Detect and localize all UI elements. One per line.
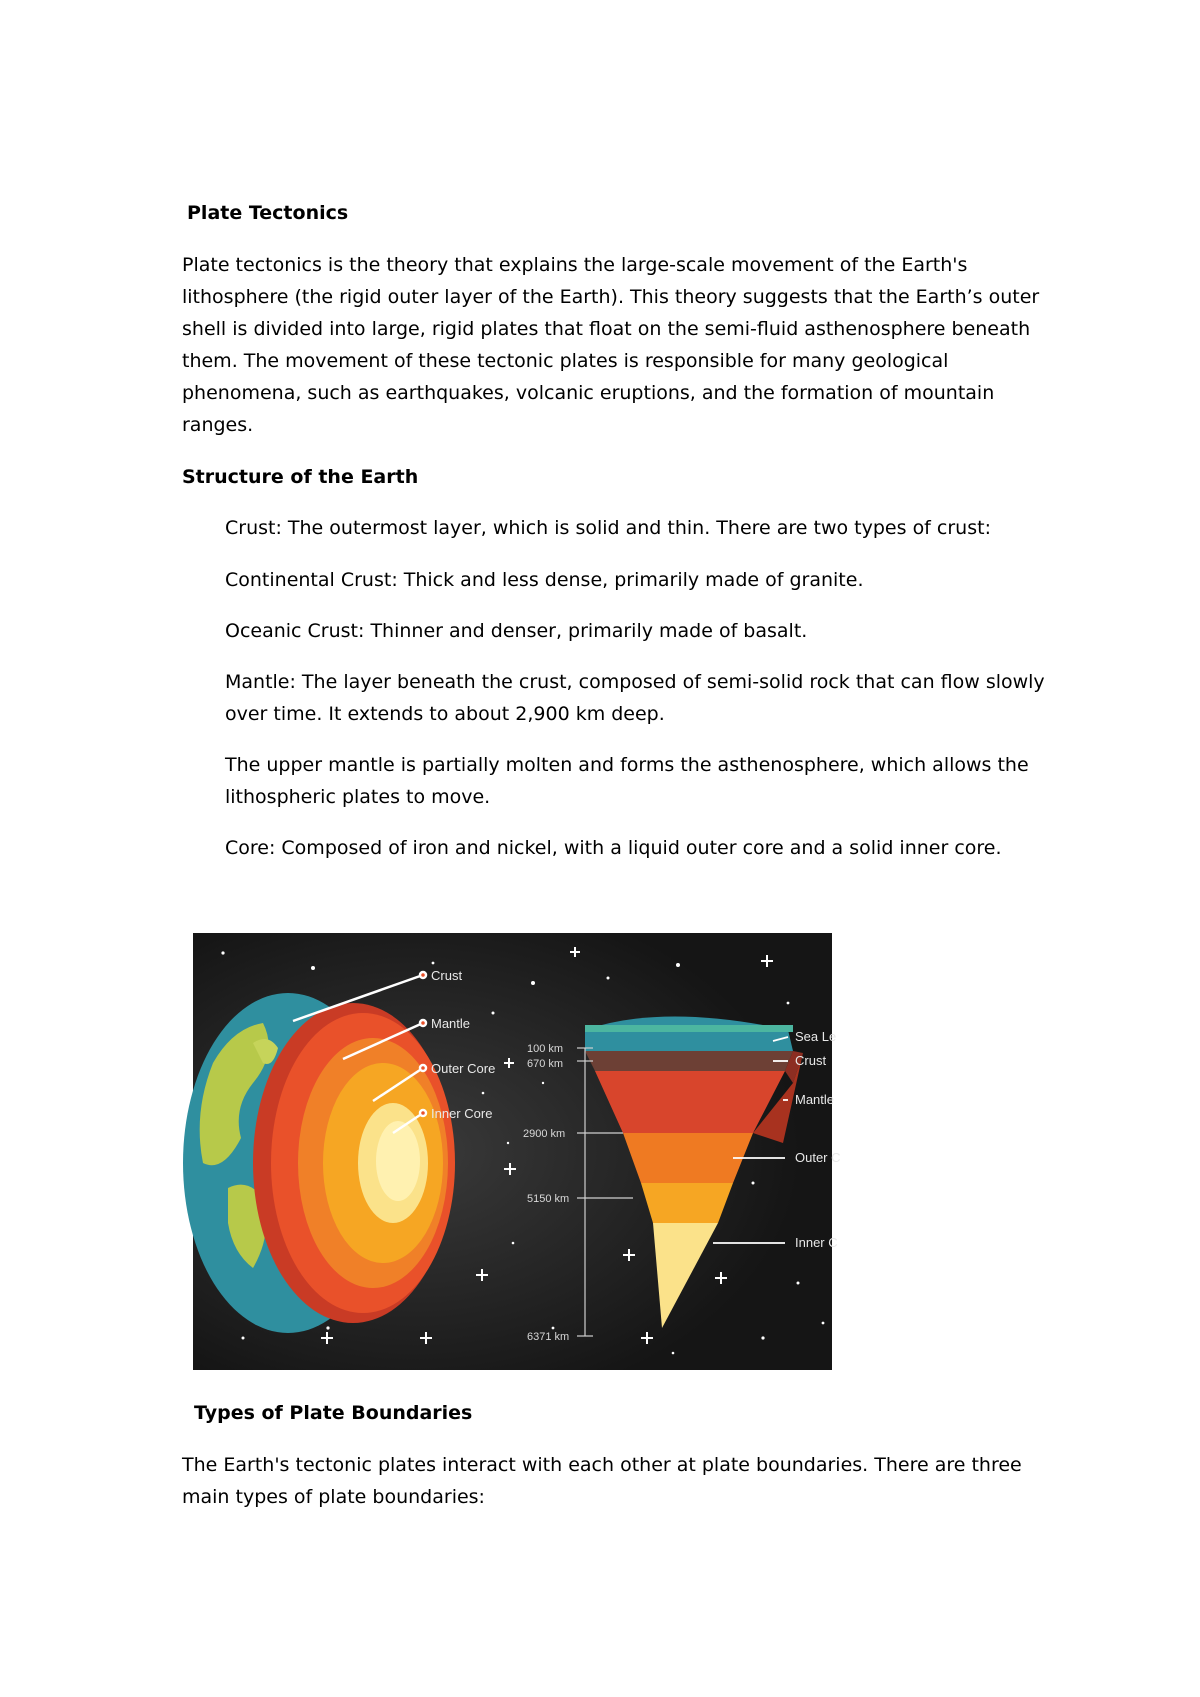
label-wedge-crust: Crust [795, 1053, 827, 1068]
upper-mantle-item-line-1: The upper mantle is partially molten and forms the asthenosphere, which allows the [225, 754, 1029, 776]
label-wedge-inner-core: Inner C [795, 1235, 838, 1250]
label-outer-core: Outer Core [431, 1061, 496, 1076]
crust-item: Crust: The outermost layer, which is solid and thin. There are two types of crust: [225, 517, 991, 539]
depth-5150km: 5150 km [527, 1193, 570, 1205]
inner-core-highlight [376, 1121, 420, 1201]
wedge-lower-outer-core [641, 1183, 733, 1223]
wedge-mantle [595, 1071, 785, 1133]
label-wedge-mantle: Mantle [795, 1092, 835, 1107]
continental-crust-item: Continental Crust: Thick and less dense, primarily made of granite. [225, 569, 864, 591]
outer-core-pointer-dot [420, 1065, 426, 1071]
oceanic-crust-item: Oceanic Crust: Thinner and denser, primarily made of basalt. [225, 620, 808, 642]
label-inner-core: Inner Core [431, 1106, 493, 1121]
depth-2900km: 2900 km [523, 1128, 566, 1140]
intro-line-5: phenomena, such as earthquakes, volcanic eruptions, and the formation of mountain [182, 382, 995, 404]
mantle-item-line-2: over time. It extends to about 2,900 km deep. [225, 703, 665, 725]
depth-100km: 100 km [527, 1043, 564, 1055]
intro-line-2: lithosphere (the rigid outer layer of the Earth). This theory suggests that the Earth’s outer [182, 286, 1040, 308]
intro-line-4: them. The movement of these tectonic plates is responsible for many geological [182, 350, 949, 372]
boundaries-line-2: main types of plate boundaries: [182, 1486, 485, 1508]
upper-mantle-item-line-2: lithospheric plates to move. [225, 786, 491, 808]
depth-670km: 670 km [527, 1058, 564, 1070]
wedge-crust [585, 1051, 793, 1071]
document-title: Plate Tectonics [187, 202, 349, 224]
earth-structure-figure [193, 933, 841, 1370]
label-sea-level: Sea Le [795, 1029, 837, 1044]
intro-line-1: Plate tectonics is the theory that explains the large-scale movement of the Earth's [182, 254, 968, 276]
earth-structure-illustration [193, 933, 841, 1370]
boundaries-heading: Types of Plate Boundaries [194, 1402, 473, 1424]
wedge-surface [585, 1025, 793, 1032]
label-wedge-outer-core: Outer C [795, 1150, 841, 1165]
boundaries-line-1: The Earth's tectonic plates interact with each other at plate boundaries. There are three [182, 1454, 1022, 1476]
intro-line-3: shell is divided into large, rigid plates that float on the semi-fluid asthenosphere beneath [182, 318, 1031, 340]
core-item: Core: Composed of iron and nickel, with a liquid outer core and a solid inner core. [225, 837, 1002, 859]
crust-pointer-dot [420, 972, 426, 978]
inner-core-pointer-dot [420, 1110, 426, 1116]
mantle-pointer-dot [420, 1020, 426, 1026]
mantle-item-line-1: Mantle: The layer beneath the crust, composed of semi-solid rock that can flow slowly [225, 671, 1045, 693]
intro-line-6: ranges. [182, 414, 254, 436]
label-mantle: Mantle [431, 1016, 471, 1031]
label-crust: Crust [431, 968, 463, 983]
depth-6371km: 6371 km [527, 1331, 570, 1343]
structure-heading: Structure of the Earth [182, 466, 419, 488]
